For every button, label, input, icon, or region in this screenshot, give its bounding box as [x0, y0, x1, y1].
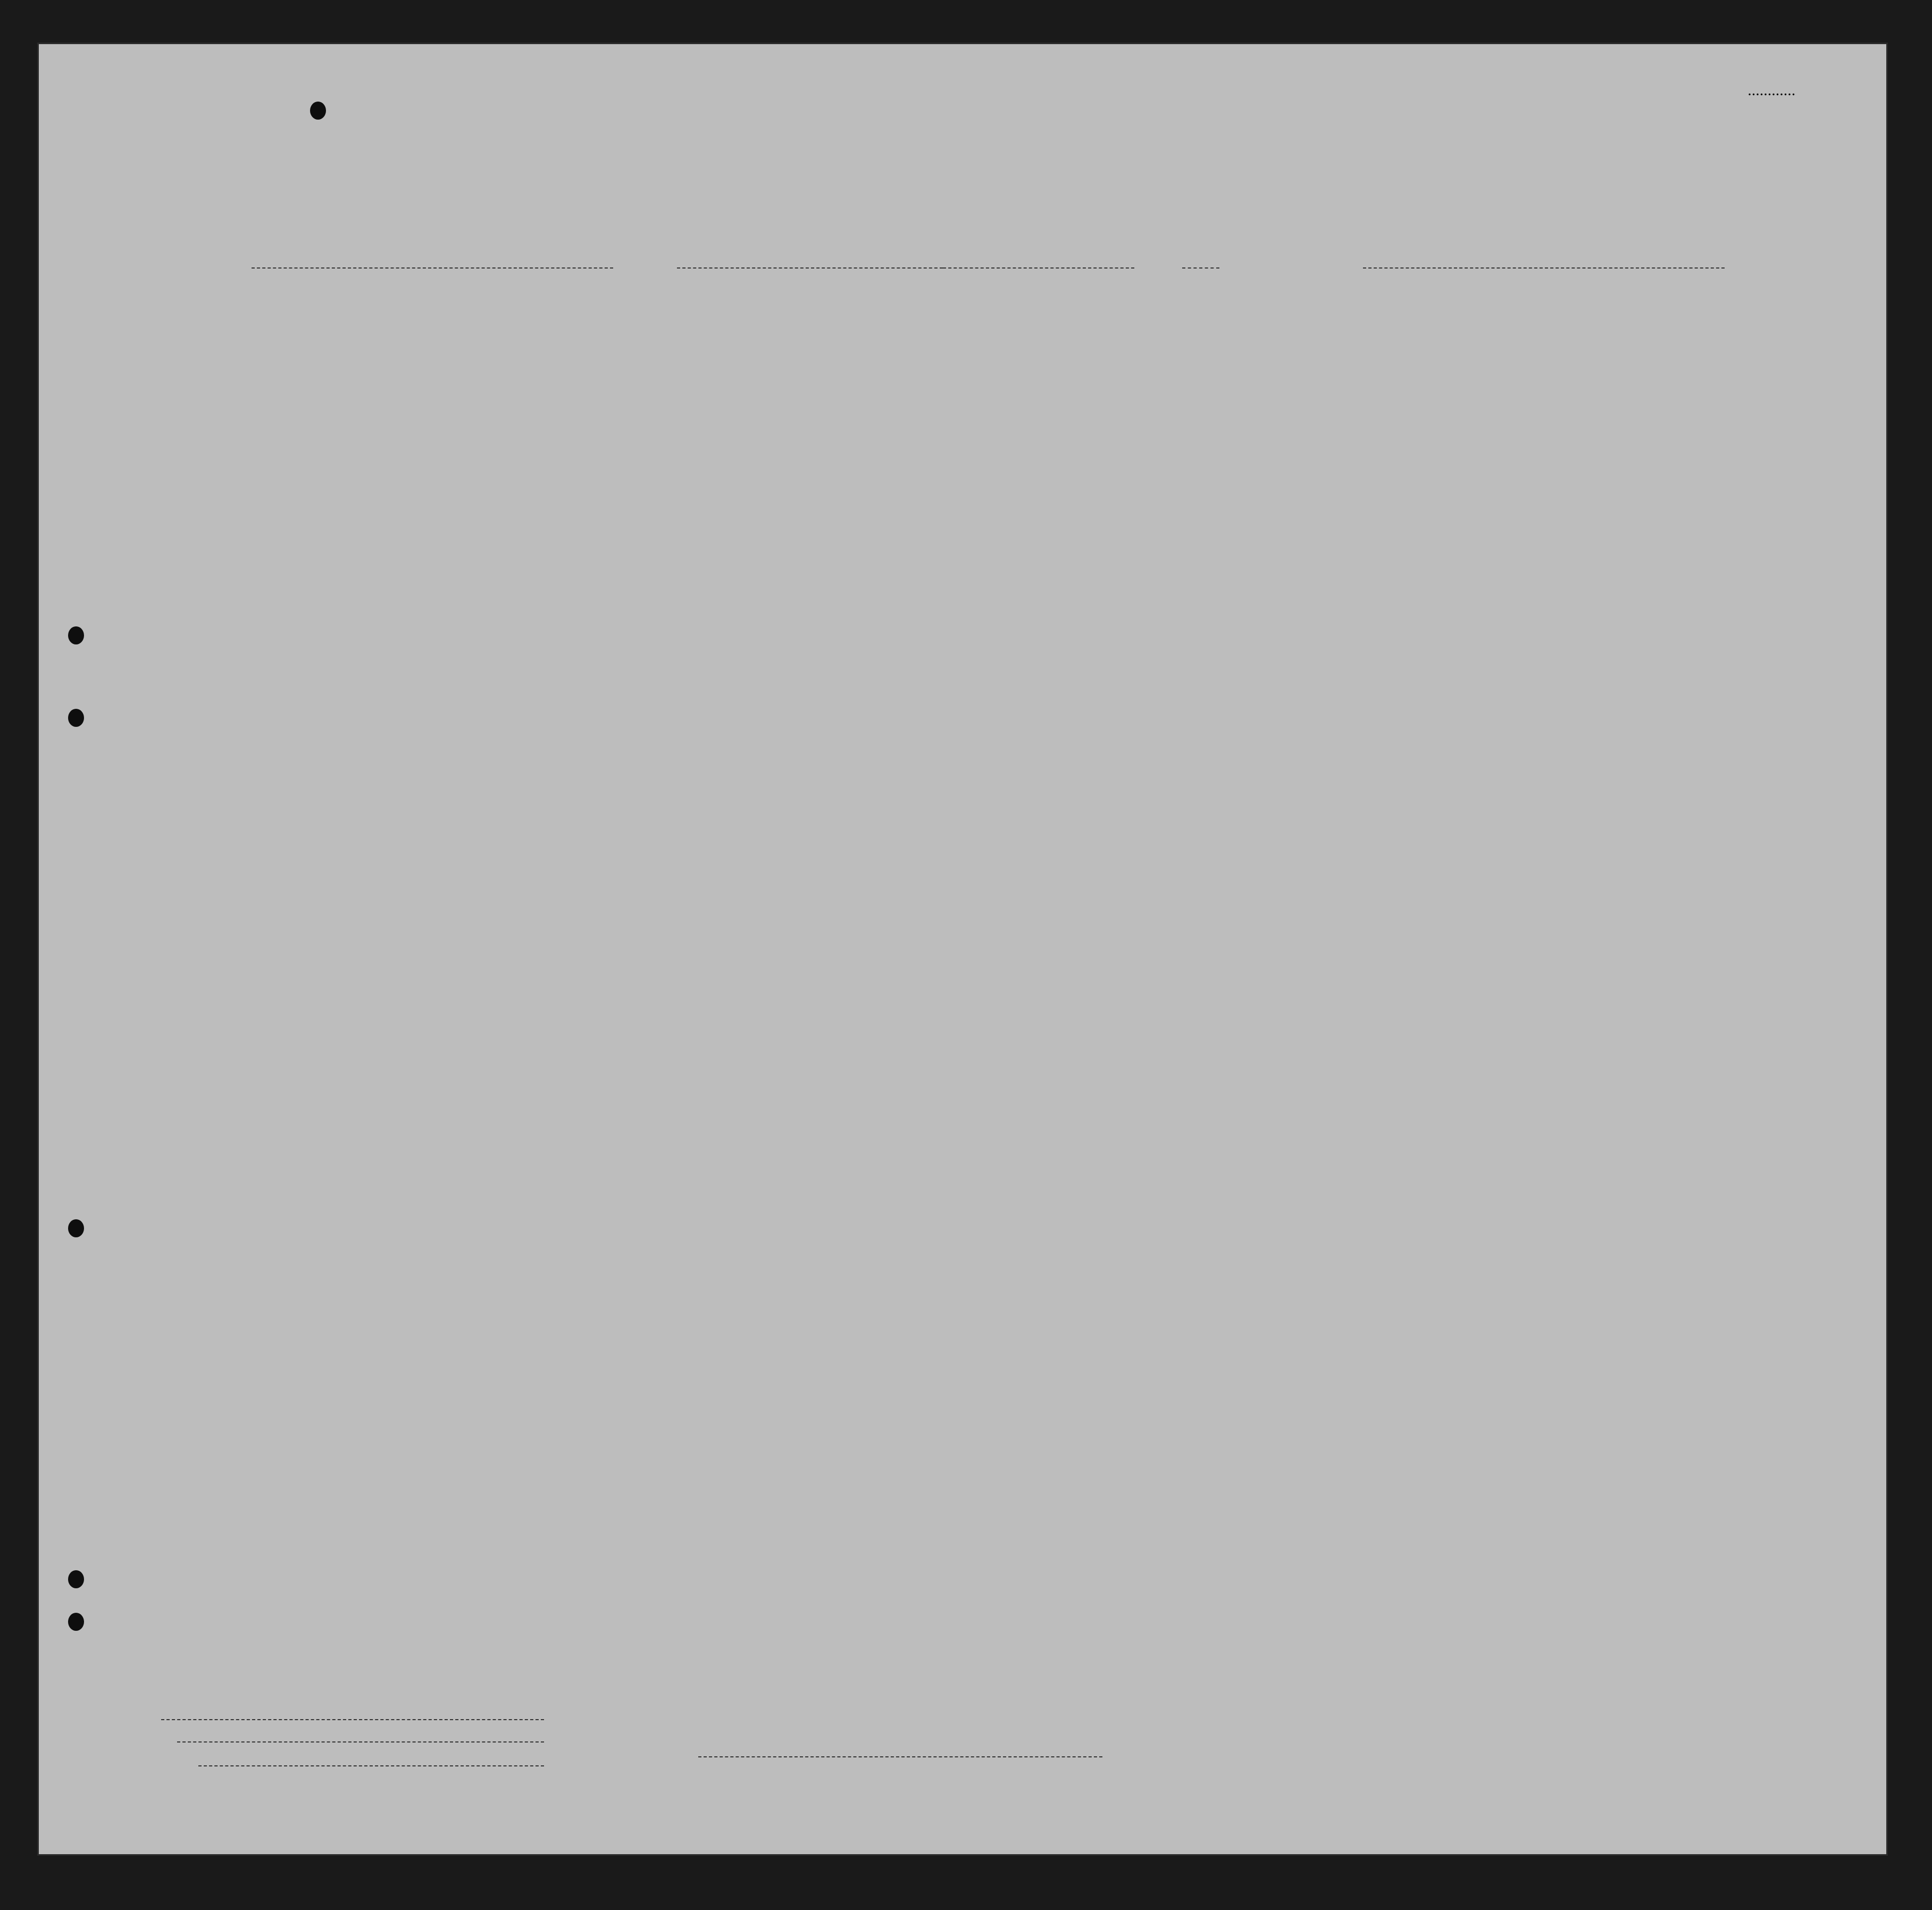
punch-hole-icon: [68, 1613, 84, 1631]
punch-hole-icon: [68, 709, 84, 727]
punch-hole-icon: [68, 1219, 84, 1237]
crew-table: [129, 294, 1889, 1682]
punch-hole-icon: [68, 1570, 84, 1588]
sheet-number-label: ............: [1748, 81, 1796, 99]
manifest-sheet: [37, 43, 1888, 1856]
punch-hole-icon: [68, 626, 84, 644]
punch-hole-icon: [310, 102, 326, 120]
